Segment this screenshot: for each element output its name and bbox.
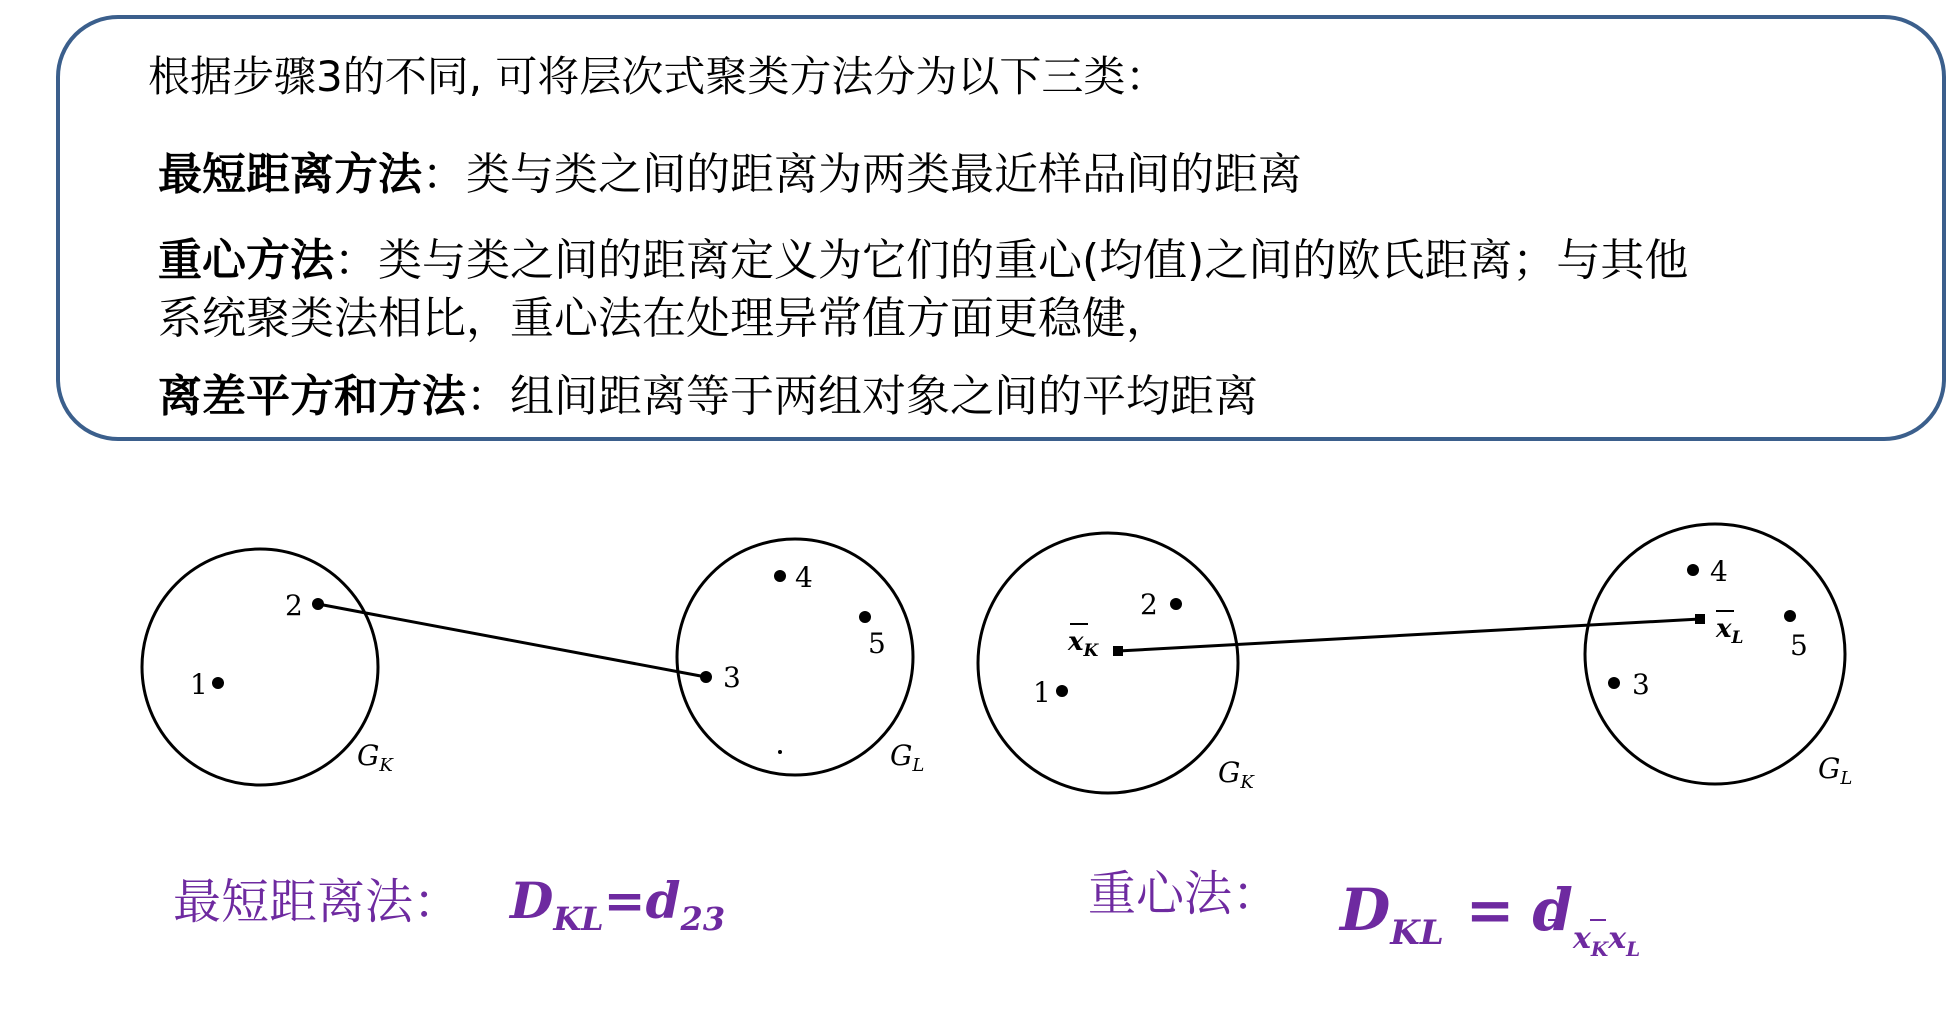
method-centroid-desc-cont: 系统聚类法相比，重心法在处理异常值方面更稳健， <box>158 293 1170 344</box>
formula-expression: $D_{KL}=d_{23}$ <box>510 871 726 938</box>
point <box>1608 677 1620 689</box>
centroid-k-marker <box>1113 646 1123 656</box>
point <box>1170 598 1182 610</box>
point-label: 2 <box>1140 588 1158 621</box>
point-label: 5 <box>1790 629 1808 662</box>
centroid-l-label: $x_L$ <box>1716 614 1744 648</box>
point-label: 1 <box>1033 676 1051 709</box>
point <box>1784 610 1796 622</box>
point <box>700 671 712 683</box>
point <box>212 677 224 689</box>
point-label: 4 <box>795 561 813 594</box>
formula-expression: $D_{KL} = d_xKxL$ <box>1340 876 1641 961</box>
point-label: 3 <box>723 661 741 694</box>
group-l-label: $G_L$ <box>890 739 925 776</box>
point-label: 3 <box>1632 668 1650 701</box>
intro-text: 根据步骤3的不同, 可将层次式聚类方法分为以下三类： <box>148 52 1168 101</box>
point-label: 5 <box>868 627 886 660</box>
cluster-k-circle <box>978 533 1238 793</box>
formula-centroid <box>1088 866 1640 961</box>
centroid-l-marker <box>1695 614 1705 624</box>
centroid-k-label: $x_K$ <box>1068 627 1099 661</box>
centroid-distance-line <box>1118 619 1700 651</box>
formula-shortest <box>173 871 725 938</box>
group-l-label: $G_L$ <box>1818 752 1853 789</box>
point <box>774 570 786 582</box>
method-title: 重心方法 <box>158 235 334 286</box>
diagram-centroid <box>978 524 1852 793</box>
point <box>1056 685 1068 697</box>
point-label: 4 <box>1710 555 1728 588</box>
method-sep: ： <box>334 235 378 286</box>
method-desc: 组间距离等于两组对象之间的平均距离 <box>510 371 1258 422</box>
cluster-k-circle <box>142 549 378 785</box>
method-sep: ： <box>466 371 510 422</box>
method-title: 最短距离方法 <box>158 149 422 200</box>
point-label: 2 <box>285 589 303 622</box>
point <box>1687 564 1699 576</box>
diagram-shortest-distance <box>142 539 924 785</box>
point <box>312 598 324 610</box>
method-title: 离差平方和方法 <box>158 371 466 422</box>
point <box>859 611 871 623</box>
point-label: 1 <box>190 668 208 701</box>
method-desc: 类与类之间的距离为两类最近样品间的距离 <box>466 149 1302 200</box>
speck <box>778 750 782 754</box>
method-sep: ： <box>422 149 466 200</box>
method-desc: 类与类之间的距离定义为它们的重心(均值)之间的欧氏距离；与其他 <box>378 235 1689 286</box>
group-k-label: $G_K$ <box>1218 756 1254 793</box>
formula-label: 重心法： <box>1088 866 1281 922</box>
group-k-label: $G_K$ <box>357 739 393 776</box>
formula-label: 最短距离法： <box>173 874 462 930</box>
